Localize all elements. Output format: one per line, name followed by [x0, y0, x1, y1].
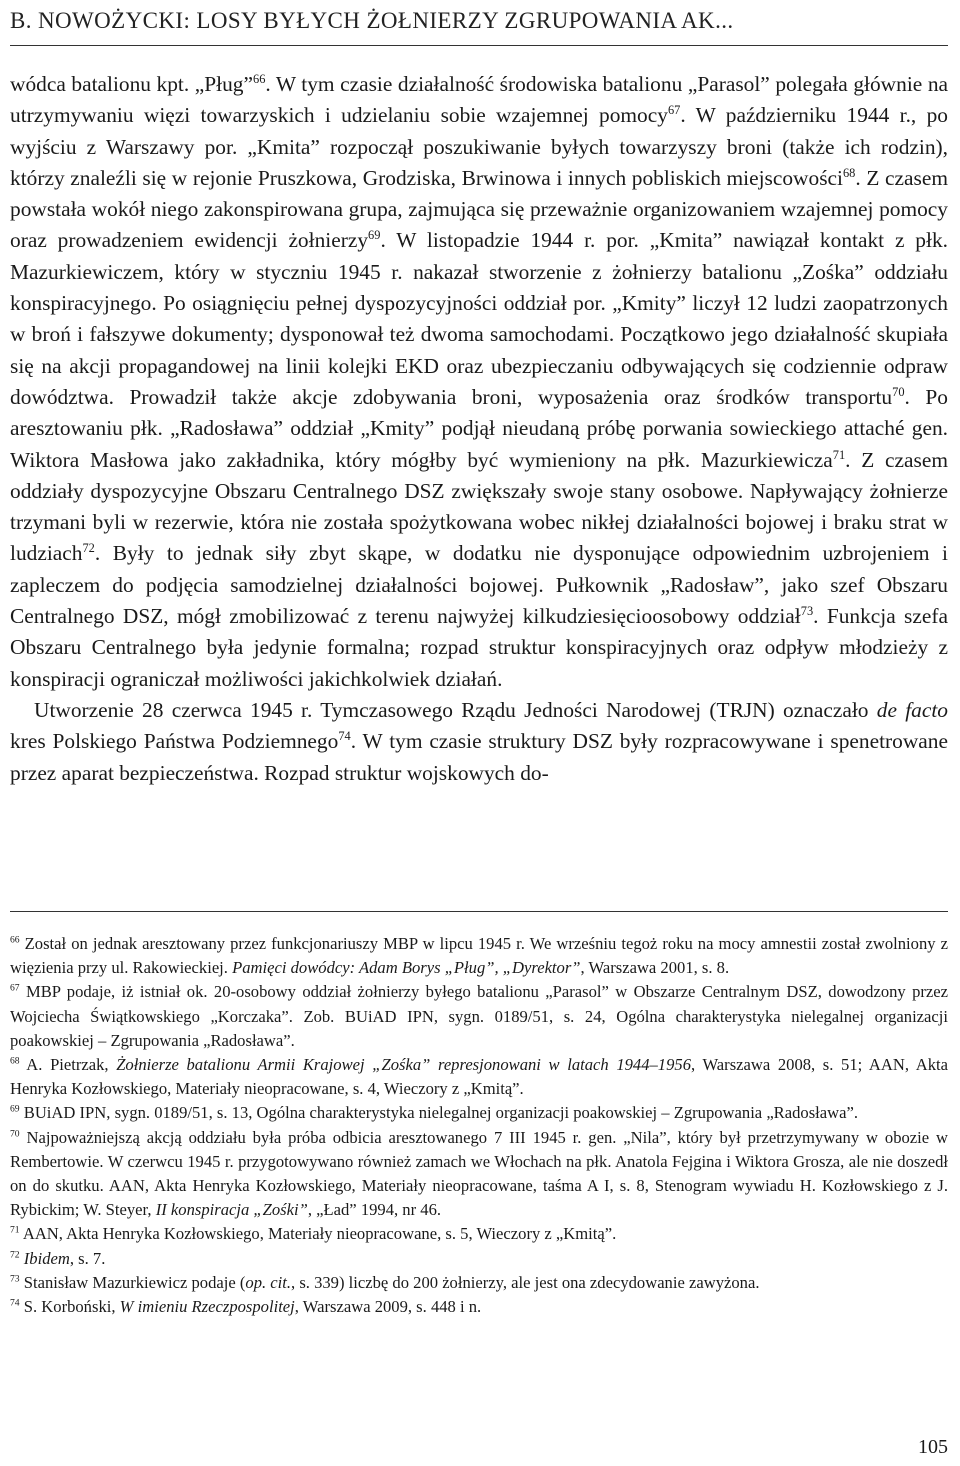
text-run: Stanisław Mazurkiewicz podaje (	[19, 1272, 246, 1292]
footnote	[10, 1295, 948, 1319]
footnote	[10, 1247, 948, 1271]
footnote-reference: 71	[832, 447, 846, 462]
text-run: A. Pietrzak,	[19, 1055, 117, 1075]
footnote	[10, 932, 948, 980]
text-run: , Warszawa 2008, s. 51; AAN, Akta Henryka Kozłowskiego, Materiały nieopracowane, s. 4, Wieczory z „Kmitą”.	[10, 1055, 948, 1099]
footnote-reference: 67	[667, 103, 681, 118]
text-run: . W listopadzie 1944 r. por. „Kmita” nawiązał kontakt z płk. Mazurkiewiczem, który w styczniu 1945 r. nakazał stworzenie z żołnierzy batalionu „Zośka” oddziału konspiracyjnego. Po osiągnięciu pełnej dyspozycyjności oddział por. „Kmity” liczył 12 ludzi zaopatrzonych w broń i fałszywe dokumenty; dysponował też dwoma samochodami. Początkowo jego działalność skupiała się na akcji propagandowej na linii kolejki EKD oraz ubezpieczaniu odbywających się codziennie odpraw dowództwa. Prowadził także akcje zdobywania broni, wyposażenia oraz środków transportu	[10, 228, 948, 409]
footnote	[10, 1126, 948, 1223]
running-header	[10, 8, 948, 42]
italic-text: II konspiracja „Zośki”	[155, 1200, 308, 1220]
footnote-number: 71	[10, 1224, 20, 1236]
text-run: , Warszawa 2001, s. 8.	[580, 958, 730, 978]
body-paragraph	[10, 69, 948, 695]
footnote	[10, 1101, 948, 1125]
footnote-separator	[10, 911, 948, 912]
running-title: B. NOWOŻYCKI: LOSY BYŁYCH ŻOŁNIERZY ZGRUPOWANIA AK...	[10, 8, 734, 33]
text-run: MBP podaje, iż istniał ok. 20-osobowy oddział żołnierzy byłego batalionu „Parasol” w Obszarze Centralnym DSZ, dowodzony przez Wojciecha Świątkowskiego „Korczaka”. Zob. BUiAD IPN, sygn. 0189/51, s. 24, Ogólna charakterystyka nielegalnej organizacji poakowskiej – Zgrupowania „Radosława”.	[10, 982, 948, 1050]
page-number: 105	[918, 1436, 948, 1458]
header-rule	[10, 45, 948, 46]
footnote-reference: 69	[368, 228, 381, 243]
footnote-reference: 66	[253, 71, 266, 86]
text-run: wódca batalionu kpt. „Pług”	[10, 72, 253, 96]
text-run: . W tym czasie działalność środowiska batalionu „Parasol” polegała głównie na utrzymywaniu więzi towarzyskich i udzielaniu sobie wzajemnej pomocy	[10, 72, 949, 128]
text-run: , s. 7.	[69, 1248, 106, 1268]
text-run: Utworzenie 28 czerwca 1945 r. Tymczasowego Rządu Jedności Narodowej (TRJN) oznaczało	[34, 697, 877, 722]
footnote	[10, 1053, 948, 1101]
footnote-number: 70	[10, 1128, 20, 1140]
footnote-reference: 68	[842, 165, 856, 180]
text-run: , s. 339) liczbę do 200 żołnierzy, ale jest ona zdecydowanie zawyżona.	[291, 1272, 760, 1292]
footnote-reference: 73	[800, 603, 814, 618]
text-run: Został on jednak aresztowany przez funkcjonariuszy MBP w lipcu 1945 r. We wrześniu tegoż roku na mocy amnestii został zwolniony z więzienia przy ul. Rakowieckiej.	[10, 934, 948, 978]
footnote-number: 68	[10, 1055, 20, 1067]
italic-text: op. cit.	[245, 1272, 292, 1292]
text-run: , Warszawa 2009, s. 448 i n.	[294, 1297, 482, 1317]
italic-text: W imieniu Rzeczpospolitej	[119, 1297, 295, 1317]
footnote	[10, 1271, 948, 1295]
text-run: . Z czasem oddziały dyspozycyjne Obszaru Centralnego DSZ zwiększały swoje stany osobowe. Napływający żołnierze trzymani byli w rezerwie, która nie została spożytkowana wobec nikłej działalności bojowej i braku strat w ludziach	[10, 447, 948, 566]
footnote-reference: 70	[892, 384, 905, 399]
italic-text: Żołnierze batalionu Armii Krajowej „Zośka” represjonowani w latach 1944–1956	[116, 1055, 691, 1075]
footnote-number: 67	[10, 982, 20, 994]
footnote-number: 72	[10, 1249, 20, 1261]
body-paragraph	[10, 695, 948, 789]
italic-text: de facto	[876, 697, 948, 722]
footnote-number: 73	[10, 1273, 20, 1285]
footnote-reference: 72	[82, 541, 95, 556]
footnote	[10, 1222, 948, 1246]
italic-text: Pamięci dowódcy: Adam Borys „Pług”, „Dyrektor”	[232, 958, 581, 978]
text-run: . Z czasem powstała wokół niego zakonspirowana grupa, zajmująca się przeważnie organizowaniem wzajemnej pomocy oraz prowadzeniem ewidencji żołnierzy	[10, 165, 948, 253]
text-run: . Były to jednak siły zbyt skąpe, w dodatku nie dysponujące odpowiednim uzbrojeniem i zapleczem do podjęcia samodzielnej działalności bojowej. Pułkownik „Radosław”, jako szef Obszaru Centralnego DSZ, mógł zmobilizować z terenu najwyżej kilkudziesięcioosobowy oddział	[10, 541, 948, 629]
italic-text: Ibidem	[23, 1248, 70, 1268]
footnote	[10, 980, 948, 1053]
text-run: AAN, Akta Henryka Kozłowskiego, Materiały nieopracowane, s. 5, Wieczory z „Kmitą”.	[19, 1224, 617, 1244]
text-run: S. Korboński,	[19, 1297, 120, 1317]
text-run: . W październiku 1944 r., po wyjściu z Warszawy por. „Kmita” rozpoczął poszukiwanie byłych towarzyszy broni (także ich rodzin), którzy znaleźli się w rejonie Pruszkowa, Grodziska, Brwinowa i innych pobliskich miejscowości	[10, 103, 948, 190]
text-run: BUiAD IPN, sygn. 0189/51, s. 13, Ogólna charakterystyka nielegalnej organizacji poakowskiej – Zgrupowania „Radosława”.	[19, 1103, 859, 1123]
footnote-number: 66	[10, 934, 20, 946]
text-run: Najpoważniejszą akcją oddziału była próba odbicia aresztowanego 7 III 1945 r. gen. „Nila”, który był przetrzymywany w obozie w Rembertowie. W czerwcu 1945 r. przygotowywano również zamach we Włochach na płk. Anatola Fejgina i Wiktora Grosza, ale nie doszedł on do skutku. AAN, Akta Henryka Kozłowskiego, Materiały nieopracowane, taśma A I, s. 8, Stenogram wywiadu H. Kozłowskiego z J. Rybickim; W. Steyer,	[10, 1127, 948, 1220]
main-text	[10, 69, 948, 789]
footnote-reference: 74	[338, 729, 351, 744]
footnote-number: 69	[10, 1103, 20, 1115]
text-run: , „Ład” 1994, nr 46.	[307, 1200, 442, 1220]
footnote-number: 74	[10, 1297, 20, 1309]
text-run: . W tym czasie struktury DSZ były rozpracowywane i spenetrowane przez aparat bezpieczeństwa. Rozpad struktur wojskowych do-	[10, 729, 948, 785]
footnotes	[10, 932, 948, 1319]
text-run: . Funkcja szefa Obszaru Centralnego była jedynie formalna; rozpad struktur konspiracyjnych oraz odpływ młodzieży z konspiracji ograniczał możliwości jakichkolwiek działań.	[10, 604, 948, 691]
text-run: . Po aresztowaniu płk. „Radosława” oddział „Kmity” podjął nieudaną próbę porwania sowieckiego attaché gen. Wiktora Masłowa jako zakładnika, który mógłby być wymieniony na płk. Mazurkiewicza	[10, 384, 948, 472]
text-run: kres Polskiego Państwa Podziemnego	[10, 729, 339, 754]
